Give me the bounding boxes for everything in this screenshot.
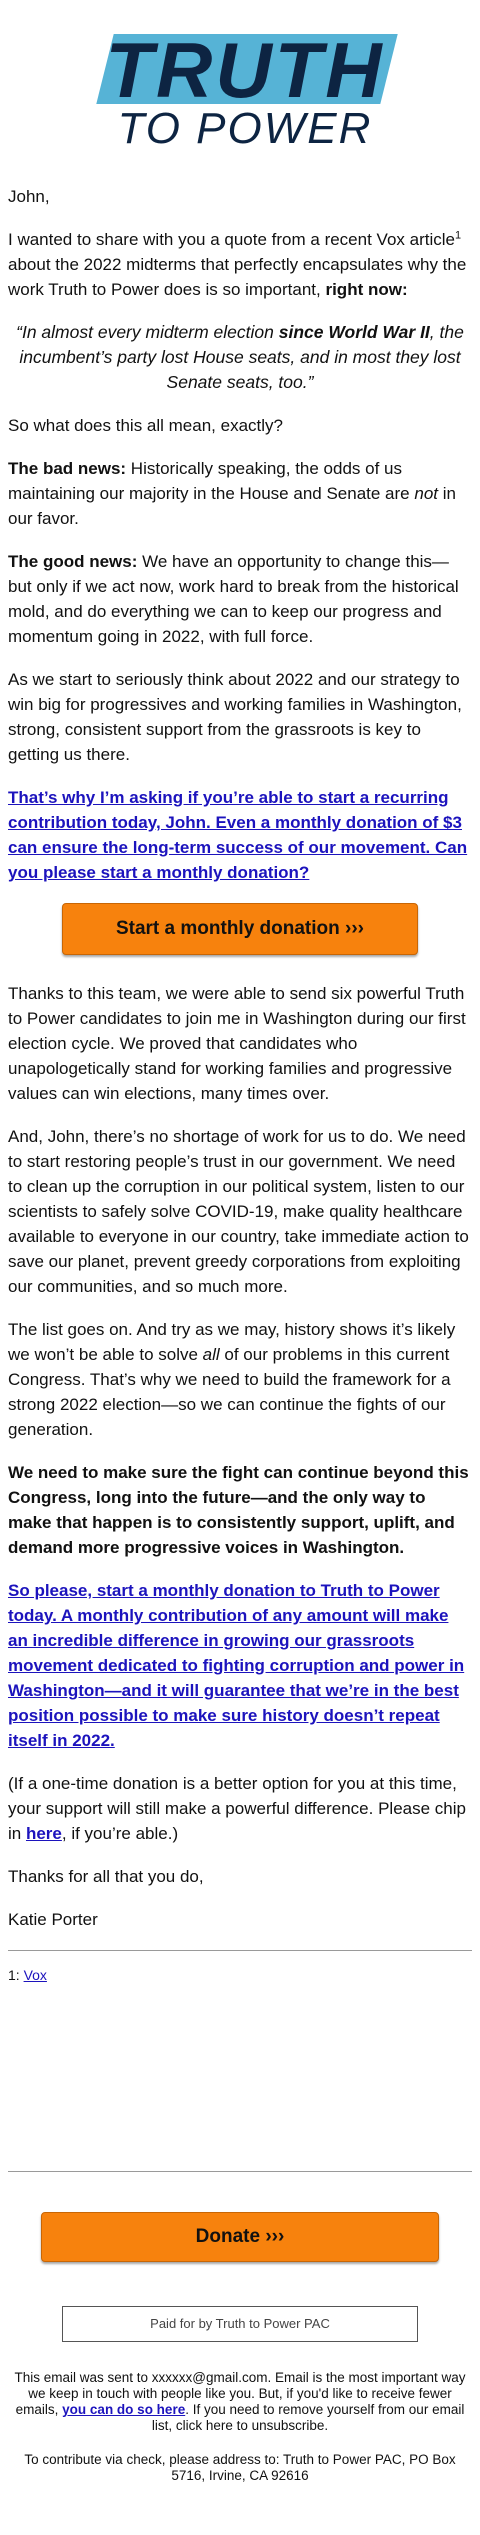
thanks-paragraph: Thanks for all that you do, xyxy=(8,1867,204,1886)
good-news-text: We have an opportunity to change this—but only if we act now, work hard to break from the historical mold, and do everything we can to keep our progress and momentum going in 2022, with full force. xyxy=(8,552,459,646)
bad-news-paragraph xyxy=(8,456,472,531)
bad-news-text-a: Historically speaking, the odds of us maintaining our majority in the House and Senate are xyxy=(8,459,415,503)
work-paragraph: And, John, there’s no shortage of work for us to do. We need to start restoring people’s trust in our government. We need to clean up the corruption in our political system, listen to our scientists to safely solve COVID-19, make quality healthcare available to everyone in our country, take immediate action to save our planet, prevent greedy corporations from exploiting our communities, and so much more. xyxy=(8,1127,469,1296)
one-time-text-a: (If a one-time donation is a better option for you at this time, your support will still make a powerful difference. Please chip in xyxy=(8,1774,466,1843)
logo-text-top: TRUTH xyxy=(105,26,385,114)
donate-button[interactable]: Donate ››› xyxy=(41,2212,439,2262)
list-text-a: The list goes on. And try as we may, history shows it’s likely we won’t be able to solve xyxy=(8,1320,456,1364)
one-time-text-b: , if you’re able.) xyxy=(61,1824,179,1843)
bad-news-text-b: in our favor. xyxy=(8,484,456,528)
good-news-paragraph xyxy=(8,549,472,649)
email-body xyxy=(0,184,480,1932)
intro-text-1: I wanted to share with you a quote from a recent Vox article xyxy=(8,230,455,249)
greeting: John, xyxy=(8,187,50,206)
strategy-paragraph: As we start to seriously think about 2022 and our strategy to win big for progressives and working families in Washington, strong, consistent support from the grassroots is key to getting us there. xyxy=(8,670,462,764)
thanks-team-paragraph: Thanks to this team, we were able to send six powerful Truth to Power candidates to join me in Washington during our first election cycle. We proved that candidates who unapologetically stand for working families and progressive values can win elections, many times over. xyxy=(8,984,466,1103)
donate-button-wrap xyxy=(0,2172,480,2306)
monthly-button-wrap xyxy=(8,903,472,955)
bold-statement: We need to make sure the fight can continue beyond this Congress, long into the future—and the only way to make that happen is to consistently support, uplift, and demand more progressive voices in Washington. xyxy=(8,1463,469,1557)
footer xyxy=(0,2172,480,2484)
mailing-address: To contribute via check, please address to: Truth to Power PAC, PO Box 5716, Irvine, CA 92616 xyxy=(24,2452,456,2483)
monthly-donation-link[interactable]: That’s why I’m asking if you’re able to start a recurring contribution today, John. Even a monthly donation of $3 can ensure the long-term success of our movement. Can you please start a monthly donation? xyxy=(8,788,468,882)
ask-paragraph xyxy=(8,785,472,885)
fine-text-b: . If you need to remove yourself from our email list, click here to unsubscribe. xyxy=(151,2402,465,2433)
list-em: all xyxy=(202,1345,220,1364)
vox-link[interactable]: Vox xyxy=(23,1967,47,1983)
start-monthly-donation-button[interactable]: Start a monthly donation ››› xyxy=(62,903,418,955)
intro-bold: right now: xyxy=(325,280,408,299)
list-paragraph xyxy=(8,1317,472,1442)
fewer-emails-link[interactable]: you can do so here xyxy=(62,2402,186,2417)
paid-for-box: Paid for by Truth to Power PAC xyxy=(62,2306,418,2342)
signature: Katie Porter xyxy=(8,1910,98,1929)
list-text-b: of our problems in this current Congress. That’s why we need to build the framework for a strong 2022 election—so we can continue the fights of our generation. xyxy=(8,1345,451,1439)
logo-text-bottom: TO POWER xyxy=(117,104,373,153)
what-mean-paragraph: So what does this all mean, exactly? xyxy=(8,416,283,435)
truth-to-power-logo xyxy=(95,26,385,154)
footnote-number: 1: xyxy=(8,1967,24,1983)
bad-news-em: not xyxy=(414,484,438,503)
one-time-paragraph xyxy=(8,1771,472,1846)
paid-for-wrap xyxy=(0,2306,480,2370)
chip-in-here-link[interactable]: here xyxy=(25,1824,62,1843)
bold-paragraph xyxy=(8,1460,472,1560)
unsubscribe-text xyxy=(0,2370,480,2434)
footnote-ref: 1 xyxy=(454,229,462,242)
footnote xyxy=(0,1951,480,2171)
quote-text-b: , the incumbent’s party lost House seats, and in most they lost Senate seats, too.” xyxy=(19,322,464,392)
monthly-donation-link-2[interactable]: So please, start a monthly donation to Truth to Power today. A monthly contribution of any amount will make an incredible difference in growing our grassroots movement dedicated to fighting corruption and power in Washington—and it will guarantee that we’re in the best position possible to make sure history doesn’t repeat itself in 2022. xyxy=(8,1581,465,1750)
bad-news-label: The bad news: xyxy=(8,459,127,478)
header-logo xyxy=(0,0,480,166)
good-news-label: The good news: xyxy=(8,552,138,571)
quote-text-a: “In almost every midterm election xyxy=(16,322,279,342)
quote-bold: since World War II xyxy=(278,322,430,342)
ask-paragraph-2 xyxy=(8,1578,472,1753)
fine-text-a: This email was sent to xxxxxx@gmail.com. Email is the most important way we keep in touch with people like you. But, if you'd like to receive fewer emails, xyxy=(14,2370,466,2417)
intro-text-2: about the 2022 midterms that perfectly encapsulates why the work Truth to Power does is so important, xyxy=(8,255,467,299)
vox-quote xyxy=(8,320,472,395)
intro-paragraph xyxy=(8,227,472,302)
